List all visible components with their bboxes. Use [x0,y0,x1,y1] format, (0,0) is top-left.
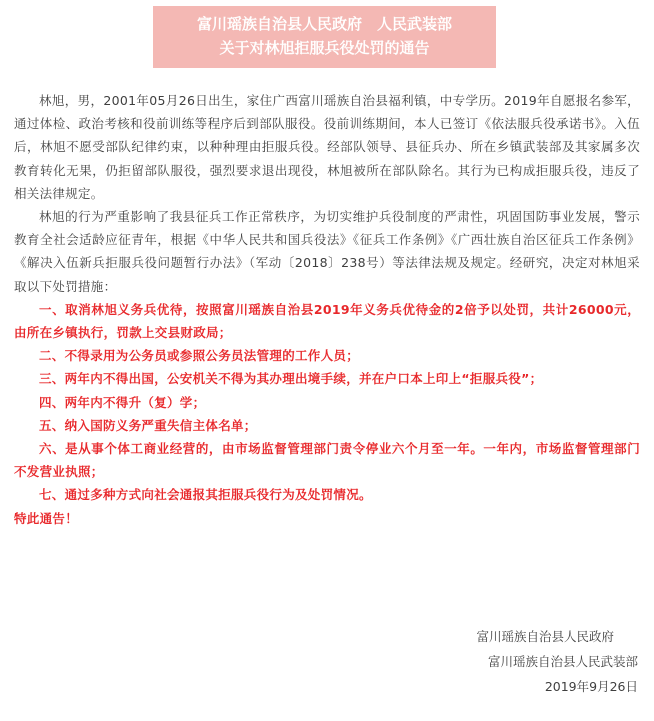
penalty-item: 六、是从事个体工商业经营的，由市场监督管理部门责令停业六个月至一年。一年内，市场监督管理部门不发营业执照； [14,441,640,480]
penalty-item: 二、不得录用为公务员或参照公务员法管理的工作人员； [39,348,360,364]
paragraph-background: 林旭，男，2001年05月26日出生，家住广西富川瑶族自治县福利镇，中专学历。2019年自愿报名参军，通过体检、政治考核和役前训练等程序后到部队服役。役前训练期间，本人已签订《依法服兵役承诺书》。入伍后，林旭不愿受部队纪律约束，以种种理由拒服兵役。经部队领导、县征兵办、所在乡镇武装部及其家属多次教育转化无果，仍拒留部队服役，强烈要求退出现役，林旭被所在部队除名。其行为已构成拒服兵役，违反了相关法律规定。 [14,93,640,201]
penalty-item: 一、取消林旭义务兵优待，按照富川瑶族自治县2019年义务兵优待金的2倍予以处罚，共计26000元，由所在乡镇执行，罚款上交县财政局； [14,301,640,341]
title-banner [153,6,496,68]
penalty-item: 四、两年内不得升（复）学； [39,394,206,410]
signature-block [338,624,638,699]
signature-org-armed-forces: 富川瑶族自治县人民武装部 [487,654,638,669]
closing-statement: 特此通告！ [14,510,79,526]
penalty-item: 三、两年内不得出国，公安机关不得为其办理出境手续，并在户口本上印上“拒服兵役”； [39,371,543,387]
penalty-item: 五、纳入国防义务严重失信主体名单； [39,417,257,433]
paragraph-decision: 林旭的行为严重影响了我县征兵工作正常秩序，为切实维护兵役制度的严肃性，巩固国防事业发展，警示教育全社会适龄应征青年，根据《中华人民共和国兵役法》《征兵工作条例》《广西壮族自治区征兵工作条例》《解决入伍新兵拒服兵役问题暂行办法》（军动〔2018〕238号）等法律法规及规定。经研究，决定对林旭采取以下处罚措施： [14,209,640,294]
title-line-1: 富川瑶族自治县人民政府 人民武装部 [196,15,452,33]
signature-org-government: 富川瑶族自治县人民政府 [476,629,614,644]
notice-body [14,89,640,530]
title-line-2: 关于对林旭拒服兵役处罚的通告 [219,39,430,57]
signature-date: 2019年9月26日 [544,679,638,694]
penalty-item: 七、通过多种方式向社会通报其拒服兵役行为及处罚情况。 [39,487,372,503]
